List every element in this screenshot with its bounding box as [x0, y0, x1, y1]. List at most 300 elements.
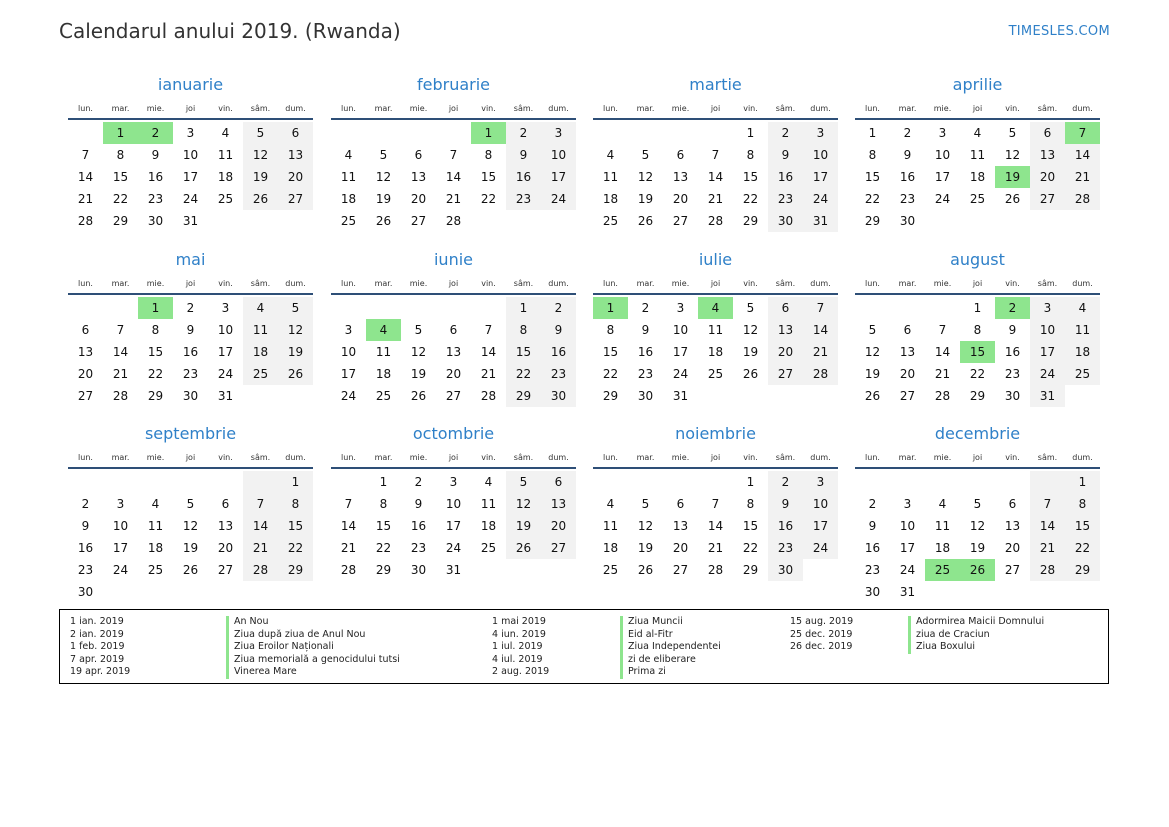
- day-cell: 29: [864, 214, 881, 228]
- day-cell: 16: [77, 541, 94, 555]
- day-cell: 3: [676, 301, 685, 315]
- day-cell: 5: [641, 148, 650, 162]
- month-title: mai: [175, 250, 206, 269]
- legend-date: 26 dec. 2019: [790, 641, 853, 652]
- legend-holiday-name: ziua de Craciun: [908, 629, 1044, 642]
- weekday-label: mar.: [636, 452, 655, 462]
- weekday-label: mar.: [111, 452, 130, 462]
- holiday-day: 7: [1065, 122, 1100, 144]
- weekday-label: lun.: [865, 452, 880, 462]
- day-cell: 13: [278, 144, 313, 166]
- day-cell: 3: [449, 475, 458, 489]
- weekday-label: mar.: [636, 278, 655, 288]
- day-cell: 23: [768, 537, 803, 559]
- day-cell: 2: [768, 122, 803, 144]
- weekday-header: [68, 275, 313, 295]
- day-cell: 21: [707, 192, 724, 206]
- weekday-label: lun.: [341, 278, 356, 288]
- day-grid: [331, 122, 576, 232]
- month-title: decembrie: [934, 424, 1021, 443]
- day-cell: 30: [864, 585, 881, 599]
- day-cell: 17: [112, 541, 129, 555]
- day-cell: 4: [606, 148, 615, 162]
- day-cell: 14: [934, 345, 951, 359]
- weekday-header: [593, 275, 838, 295]
- weekday-label: sâm.: [250, 103, 271, 113]
- day-cell: 20: [672, 192, 689, 206]
- day-cell: 23: [864, 563, 881, 577]
- day-cell: 10: [541, 144, 576, 166]
- weekday-label: sâm.: [775, 452, 796, 462]
- weekday-label: vin.: [743, 278, 758, 288]
- month-mai: [68, 249, 313, 407]
- day-cell: 11: [217, 148, 234, 162]
- legend-date: 19 apr. 2019: [70, 666, 131, 677]
- weekday-label: joi: [710, 452, 721, 462]
- day-cell: 24: [217, 367, 234, 381]
- day-cell: 2: [903, 126, 912, 140]
- weekday-label: joi: [448, 278, 459, 288]
- day-cell: 27: [541, 537, 576, 559]
- day-cell: 30: [768, 559, 803, 581]
- weekday-label: joi: [972, 278, 983, 288]
- day-cell: 12: [864, 345, 881, 359]
- day-cell: 2: [868, 497, 877, 511]
- day-blank: [925, 471, 960, 493]
- weekday-label: lun.: [603, 278, 618, 288]
- day-cell: 27: [77, 389, 94, 403]
- day-cell: 27: [899, 389, 916, 403]
- day-cell: 18: [934, 541, 951, 555]
- day-cell: 5: [506, 471, 541, 493]
- day-blank: [541, 210, 576, 232]
- day-cell: 10: [112, 519, 129, 533]
- day-cell: 16: [637, 345, 654, 359]
- day-cell: 7: [711, 497, 720, 511]
- month-title: februarie: [416, 75, 491, 94]
- day-cell: 15: [742, 519, 759, 533]
- day-blank: [401, 122, 436, 144]
- day-cell: 25: [217, 192, 234, 206]
- day-cell: 13: [1004, 519, 1021, 533]
- day-cell: 22: [506, 363, 541, 385]
- day-cell: 10: [217, 323, 234, 337]
- day-cell: 21: [480, 367, 497, 381]
- day-cell: 29: [602, 389, 619, 403]
- day-cell: 3: [186, 126, 195, 140]
- day-cell: 3: [803, 471, 838, 493]
- legend-date: 7 apr. 2019: [70, 653, 125, 665]
- day-blank: [593, 471, 628, 493]
- day-cell: 8: [1065, 493, 1100, 515]
- day-cell: 27: [278, 188, 313, 210]
- day-cell: 16: [768, 166, 803, 188]
- day-cell: 27: [445, 389, 462, 403]
- day-cell: 25: [707, 367, 724, 381]
- month-noiembrie: [593, 423, 838, 581]
- day-cell: 18: [340, 192, 357, 206]
- day-cell: 7: [938, 323, 947, 337]
- day-cell: 15: [742, 170, 759, 184]
- day-blank: [208, 471, 243, 493]
- day-cell: 20: [1004, 541, 1021, 555]
- weekday-label: sâm.: [1037, 278, 1058, 288]
- weekday-header: [593, 449, 838, 469]
- day-cell: 31: [803, 210, 838, 232]
- day-cell: 18: [243, 341, 278, 363]
- month-title: ianuarie: [157, 75, 224, 94]
- day-cell: 24: [899, 563, 916, 577]
- day-cell: 20: [899, 367, 916, 381]
- day-cell: 16: [506, 166, 541, 188]
- day-cell: 20: [77, 367, 94, 381]
- legend-names-col-3: [908, 616, 1044, 654]
- day-cell: 2: [768, 471, 803, 493]
- day-cell: 19: [864, 367, 881, 381]
- day-cell: 28: [340, 563, 357, 577]
- day-blank: [208, 210, 243, 232]
- month-title: martie: [689, 75, 742, 94]
- day-cell: 9: [541, 319, 576, 341]
- day-cell: 2: [541, 297, 576, 319]
- month-februarie: [331, 74, 576, 232]
- day-cell: 17: [803, 515, 838, 537]
- day-cell: 2: [186, 301, 195, 315]
- weekday-label: sâm.: [513, 278, 534, 288]
- weekday-label: mar.: [636, 103, 655, 113]
- day-cell: 22: [742, 541, 759, 555]
- day-cell: 13: [672, 170, 689, 184]
- day-cell: 21: [243, 537, 278, 559]
- day-blank: [1030, 471, 1065, 493]
- day-cell: 19: [410, 367, 427, 381]
- day-cell: 29: [375, 563, 392, 577]
- day-blank: [68, 297, 103, 319]
- day-cell: 18: [217, 170, 234, 184]
- month-title: noiembrie: [675, 424, 756, 443]
- legend-holiday-name: Ziua Muncii: [620, 616, 721, 629]
- day-cell: 16: [768, 515, 803, 537]
- day-cell: 13: [77, 345, 94, 359]
- day-cell: 22: [742, 192, 759, 206]
- day-cell: 10: [934, 148, 951, 162]
- weekday-label: dum.: [285, 452, 306, 462]
- day-blank: [803, 559, 838, 581]
- day-cell: 12: [182, 519, 199, 533]
- day-blank: [331, 471, 366, 493]
- day-cell: 8: [606, 323, 615, 337]
- day-cell: 30: [637, 389, 654, 403]
- day-cell: 4: [344, 148, 353, 162]
- day-cell: 31: [217, 389, 234, 403]
- day-cell: 3: [116, 497, 125, 511]
- month-title: aprilie: [952, 75, 1003, 94]
- day-blank: [68, 122, 103, 144]
- day-cell: 1: [746, 475, 755, 489]
- month-title: iunie: [433, 250, 473, 269]
- day-cell: 10: [803, 493, 838, 515]
- day-cell: 1: [868, 126, 877, 140]
- weekday-label: lun.: [341, 103, 356, 113]
- day-cell: 20: [1030, 166, 1065, 188]
- day-cell: 20: [672, 541, 689, 555]
- day-cell: 1: [973, 301, 982, 315]
- day-blank: [1065, 385, 1100, 407]
- holiday-day: 2: [995, 297, 1030, 319]
- weekday-label: joi: [710, 278, 721, 288]
- day-blank: [628, 122, 663, 144]
- day-blank: [890, 297, 925, 319]
- day-cell: 2: [641, 301, 650, 315]
- day-cell: 14: [1065, 144, 1100, 166]
- weekday-label: dum.: [1072, 278, 1093, 288]
- day-grid: [331, 297, 576, 407]
- day-cell: 15: [1065, 515, 1100, 537]
- day-cell: 14: [707, 519, 724, 533]
- day-cell: 19: [637, 192, 654, 206]
- weekday-header: [68, 449, 313, 469]
- weekday-label: vin.: [743, 103, 758, 113]
- weekday-header: [331, 449, 576, 469]
- weekday-header: [331, 100, 576, 120]
- day-cell: 10: [1030, 319, 1065, 341]
- day-cell: 8: [868, 148, 877, 162]
- day-blank: [506, 559, 541, 581]
- day-cell: 23: [768, 188, 803, 210]
- day-cell: 30: [77, 585, 94, 599]
- month-decembrie: [855, 423, 1100, 603]
- weekday-label: joi: [185, 103, 196, 113]
- day-blank: [1030, 210, 1065, 232]
- day-cell: 24: [934, 192, 951, 206]
- day-cell: 8: [484, 148, 493, 162]
- day-cell: 6: [449, 323, 458, 337]
- day-blank: [995, 210, 1030, 232]
- weekday-label: sâm.: [1037, 103, 1058, 113]
- day-cell: 11: [707, 323, 724, 337]
- day-cell: 25: [340, 214, 357, 228]
- day-cell: 14: [243, 515, 278, 537]
- day-cell: 21: [803, 341, 838, 363]
- day-blank: [733, 385, 768, 407]
- day-blank: [471, 559, 506, 581]
- weekday-label: vin.: [743, 452, 758, 462]
- day-blank: [960, 581, 995, 603]
- day-cell: 11: [480, 497, 497, 511]
- weekday-label: lun.: [78, 103, 93, 113]
- day-cell: 31: [182, 214, 199, 228]
- holiday-day: 4: [366, 319, 401, 341]
- month-title: octombrie: [412, 424, 495, 443]
- legend-dates-col-3: [790, 616, 853, 654]
- month-title: august: [950, 250, 1005, 269]
- day-blank: [925, 581, 960, 603]
- day-cell: 18: [602, 541, 619, 555]
- day-cell: 12: [1004, 148, 1021, 162]
- day-cell: 15: [864, 170, 881, 184]
- day-blank: [663, 471, 698, 493]
- legend-holiday-name: Ziua după ziua de Anul Nou: [226, 629, 400, 642]
- day-cell: 6: [768, 297, 803, 319]
- day-cell: 8: [506, 319, 541, 341]
- day-cell: 8: [116, 148, 125, 162]
- day-grid: [68, 122, 313, 232]
- day-cell: 1: [1065, 471, 1100, 493]
- weekday-label: mar.: [374, 452, 393, 462]
- day-cell: 19: [182, 541, 199, 555]
- legend-dates-col-1: [70, 616, 130, 679]
- weekday-label: mar.: [898, 452, 917, 462]
- day-cell: 8: [746, 148, 755, 162]
- day-cell: 12: [742, 323, 759, 337]
- weekday-label: vin.: [1005, 452, 1020, 462]
- day-blank: [278, 385, 313, 407]
- weekday-label: mie.: [671, 103, 690, 113]
- weekday-label: dum.: [810, 103, 831, 113]
- day-blank: [366, 297, 401, 319]
- day-cell: 16: [410, 519, 427, 533]
- day-cell: 27: [672, 214, 689, 228]
- day-cell: 28: [243, 559, 278, 581]
- holiday-day: 25: [925, 559, 960, 581]
- weekday-label: vin.: [481, 103, 496, 113]
- day-cell: 27: [672, 563, 689, 577]
- day-blank: [995, 581, 1030, 603]
- day-blank: [471, 210, 506, 232]
- day-blank: [103, 581, 138, 603]
- day-cell: 3: [803, 122, 838, 144]
- day-cell: 10: [672, 323, 689, 337]
- day-cell: 15: [375, 519, 392, 533]
- day-cell: 7: [81, 148, 90, 162]
- page-title: Calendarul anului 2019. (Rwanda): [59, 19, 401, 43]
- day-cell: 20: [278, 166, 313, 188]
- legend-date: 2 ian. 2019: [70, 628, 124, 640]
- day-cell: 9: [768, 144, 803, 166]
- day-blank: [506, 210, 541, 232]
- legend-date: 4 iul. 2019: [492, 653, 543, 665]
- day-cell: 21: [707, 541, 724, 555]
- legend-holiday-name: Ziua memorială a genocidului tutsi: [226, 654, 400, 667]
- legend-holiday-name: Adormirea Maicii Domnului: [908, 616, 1044, 629]
- day-grid: [593, 471, 838, 581]
- day-cell: 17: [541, 166, 576, 188]
- day-blank: [925, 297, 960, 319]
- legend-date: 1 ian. 2019: [70, 616, 124, 627]
- weekday-label: joi: [448, 103, 459, 113]
- day-cell: 14: [1030, 515, 1065, 537]
- day-cell: 10: [803, 144, 838, 166]
- day-cell: 25: [375, 389, 392, 403]
- day-cell: 16: [147, 170, 164, 184]
- day-cell: 21: [1065, 166, 1100, 188]
- day-cell: 21: [340, 541, 357, 555]
- day-cell: 29: [742, 214, 759, 228]
- day-cell: 15: [112, 170, 129, 184]
- day-blank: [138, 581, 173, 603]
- legend-date: 1 feb. 2019: [70, 641, 125, 652]
- day-cell: 14: [803, 319, 838, 341]
- day-cell: 11: [340, 170, 357, 184]
- day-cell: 14: [707, 170, 724, 184]
- day-cell: 11: [147, 519, 164, 533]
- day-cell: 4: [973, 126, 982, 140]
- day-cell: 27: [217, 563, 234, 577]
- day-cell: 24: [672, 367, 689, 381]
- day-cell: 9: [641, 323, 650, 337]
- day-cell: 15: [602, 345, 619, 359]
- day-cell: 5: [186, 497, 195, 511]
- day-cell: 26: [375, 214, 392, 228]
- day-cell: 22: [969, 367, 986, 381]
- day-cell: 17: [217, 345, 234, 359]
- day-blank: [698, 471, 733, 493]
- day-cell: 19: [243, 166, 278, 188]
- weekday-label: mar.: [111, 103, 130, 113]
- day-cell: 12: [278, 319, 313, 341]
- day-blank: [1065, 581, 1100, 603]
- day-cell: 26: [1004, 192, 1021, 206]
- day-cell: 9: [81, 519, 90, 533]
- day-cell: 28: [1030, 559, 1065, 581]
- day-cell: 5: [973, 497, 982, 511]
- day-cell: 13: [768, 319, 803, 341]
- day-cell: 19: [278, 341, 313, 363]
- day-cell: 8: [151, 323, 160, 337]
- day-cell: 21: [445, 192, 462, 206]
- day-cell: 9: [151, 148, 160, 162]
- day-cell: 26: [637, 563, 654, 577]
- weekday-label: joi: [972, 452, 983, 462]
- day-cell: 9: [1008, 323, 1017, 337]
- weekday-label: lun.: [78, 452, 93, 462]
- day-grid: [855, 122, 1100, 232]
- weekday-label: joi: [448, 452, 459, 462]
- day-cell: 3: [1030, 297, 1065, 319]
- day-cell: 29: [147, 389, 164, 403]
- day-cell: 30: [147, 214, 164, 228]
- site-link[interactable]: TIMESLES.COM: [1008, 24, 1110, 39]
- day-blank: [593, 122, 628, 144]
- holiday-day: 2: [138, 122, 173, 144]
- day-cell: 20: [217, 541, 234, 555]
- day-cell: 22: [112, 192, 129, 206]
- day-cell: 5: [243, 122, 278, 144]
- legend-date: 1 mai 2019: [492, 616, 546, 627]
- day-cell: 7: [803, 297, 838, 319]
- day-grid: [68, 471, 313, 603]
- day-grid: [331, 471, 576, 581]
- day-cell: 24: [182, 192, 199, 206]
- day-cell: 15: [278, 515, 313, 537]
- day-cell: 6: [903, 323, 912, 337]
- day-cell: 2: [506, 122, 541, 144]
- weekday-label: mar.: [898, 278, 917, 288]
- day-cell: 25: [602, 563, 619, 577]
- holiday-day: 4: [698, 297, 733, 319]
- weekday-label: vin.: [218, 452, 233, 462]
- day-cell: 8: [278, 493, 313, 515]
- day-blank: [541, 559, 576, 581]
- month-august: [855, 249, 1100, 407]
- day-cell: 7: [1030, 493, 1065, 515]
- day-blank: [855, 471, 890, 493]
- day-blank: [103, 297, 138, 319]
- day-cell: 5: [641, 497, 650, 511]
- day-cell: 5: [746, 301, 755, 315]
- weekday-label: sâm.: [775, 278, 796, 288]
- day-cell: 21: [112, 367, 129, 381]
